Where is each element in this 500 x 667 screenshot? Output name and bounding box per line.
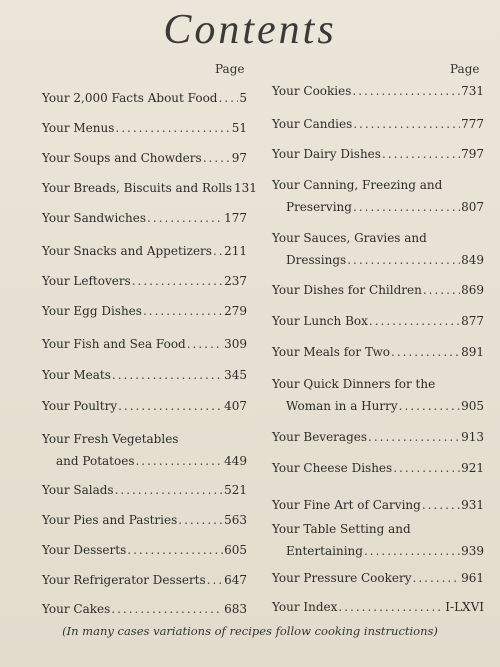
toc-page-number: 309: [224, 337, 247, 351]
toc-entry-label: Your Quick Dinners for the: [272, 377, 436, 391]
toc-page-number: 605: [224, 543, 247, 557]
dot-leader: [338, 596, 444, 618]
left-page-column-heading: Page: [215, 62, 245, 76]
toc-page-number: 869: [461, 283, 484, 297]
dot-leader: [207, 569, 223, 591]
toc-entry: [42, 300, 247, 322]
toc-page-number: 913: [461, 430, 484, 444]
dot-leader: [115, 117, 230, 139]
dot-leader: [422, 494, 460, 516]
dot-leader: [147, 207, 223, 229]
toc-entry: [272, 426, 484, 448]
toc-page-number: 961: [461, 571, 484, 585]
dot-leader: [143, 300, 223, 322]
toc-entry-label: Your Dairy Dishes: [272, 147, 381, 161]
toc-entry: [272, 227, 484, 271]
dot-leader: [364, 540, 460, 562]
dot-leader: [111, 598, 223, 620]
toc-entry-label: Your Canning, Freezing and: [272, 178, 443, 192]
toc-page-number: 407: [224, 399, 247, 413]
dot-leader: [399, 395, 460, 417]
toc-entry: [272, 567, 484, 589]
toc-entry: [42, 395, 247, 417]
toc-page-number: 921: [461, 461, 484, 475]
toc-entry: [42, 177, 257, 199]
toc-page-number: 5: [239, 91, 247, 105]
toc-entry-label: Your Fine Art of Carving: [272, 498, 421, 512]
toc-entry: [42, 240, 247, 262]
toc-entry: [42, 479, 247, 501]
toc-entry: [272, 174, 484, 218]
toc-entry: [42, 539, 247, 561]
toc-entry-label: Your Meals for Two: [272, 345, 391, 359]
toc-entry-label: Your Egg Dishes: [42, 304, 142, 318]
toc-page-number: 51: [231, 121, 247, 135]
toc-entry-label: Your Snacks and Appetizers: [42, 244, 212, 258]
toc-entry-label: Your Cookies: [272, 84, 352, 98]
toc-entry-label: Your Pies and Pastries: [42, 513, 178, 527]
toc-entry: [42, 147, 247, 169]
toc-entry-label: Your Table Setting and: [272, 522, 411, 536]
toc-entry-label: Your Fish and Sea Food: [42, 337, 186, 351]
toc-page-number: 931: [461, 498, 484, 512]
dot-leader: [353, 113, 460, 135]
dot-leader: [353, 196, 460, 218]
toc-entry-label: Your Breads, Biscuits and Rolls: [42, 181, 233, 195]
toc-page-number: 97: [231, 151, 247, 165]
toc-entry-label: Your Sauces, Gravies and: [272, 231, 427, 245]
dot-leader: [391, 341, 460, 363]
toc-entry: [42, 117, 247, 139]
toc-entry: [272, 279, 484, 301]
toc-entry-label: Your Cakes: [42, 602, 111, 616]
toc-page-number: 647: [224, 573, 247, 587]
toc-page-number: 211: [224, 244, 247, 258]
toc-entry-label: Your Soups and Chowders: [42, 151, 202, 165]
dot-leader: [368, 426, 460, 448]
footer-note: (In many cases variations of recipes follow cooking instructions): [62, 624, 438, 638]
toc-entry: [42, 364, 247, 386]
toc-entry: [272, 80, 484, 102]
dot-leader: [393, 457, 460, 479]
dot-leader: [187, 333, 223, 355]
toc-entry: [42, 569, 247, 591]
page-title: Contents: [163, 7, 337, 53]
toc-entry: [272, 494, 484, 516]
toc-entry-label: Your Pressure Cookery: [272, 571, 412, 585]
toc-entry: [272, 113, 484, 135]
dot-leader: [218, 87, 238, 109]
toc-page-number: 905: [461, 399, 484, 413]
right-page-column-heading: Page: [450, 62, 480, 76]
toc-entry-label: Your Lunch Box: [272, 314, 368, 328]
toc-entry-label-continued: Woman in a Hurry: [286, 399, 398, 413]
toc-entry-label-continued: Entertaining: [286, 544, 363, 558]
toc-entry-label-continued: Preserving: [286, 200, 352, 214]
toc-page-number: 807: [461, 200, 484, 214]
dot-leader: [178, 509, 223, 531]
dot-leader: [203, 147, 231, 169]
toc-entry: [272, 341, 484, 363]
toc-page-number: 939: [461, 544, 484, 558]
dot-leader: [369, 310, 460, 332]
toc-entry: [272, 373, 484, 417]
toc-page-number: 279: [224, 304, 247, 318]
toc-entry-label: Your Refrigerator Desserts: [42, 573, 206, 587]
dot-leader: [132, 270, 223, 292]
toc-entry-label: Your Index: [272, 600, 338, 614]
toc-page-number: 683: [224, 602, 247, 616]
toc-page-number: 177: [224, 211, 247, 225]
toc-page-number: 131: [234, 181, 257, 195]
toc-entry-label-continued: and Potatoes: [56, 454, 135, 468]
toc-page-number: 563: [224, 513, 247, 527]
toc-page-number: 449: [224, 454, 247, 468]
dot-leader: [382, 143, 460, 165]
toc-entry: [272, 457, 484, 479]
toc-entry-label: Your Sandwiches: [42, 211, 146, 225]
toc-entry: [42, 87, 247, 109]
dot-leader: [347, 249, 460, 271]
toc-entry: [42, 428, 247, 472]
toc-page-number: 731: [461, 84, 484, 98]
toc-page-number: 797: [461, 147, 484, 161]
toc-entry-label: Your Poultry: [42, 399, 118, 413]
toc-entry-label: Your Leftovers: [42, 274, 131, 288]
toc-entry-label: Your Candies: [272, 117, 353, 131]
toc-entry: [42, 333, 247, 355]
dot-leader: [127, 539, 223, 561]
toc-page-number: 777: [461, 117, 484, 131]
toc-page-number: 891: [461, 345, 484, 359]
toc-page-number: 877: [461, 314, 484, 328]
toc-entry-label-continued: Dressings: [286, 253, 347, 267]
toc-entry: [42, 598, 247, 620]
toc-page-number: 345: [224, 368, 247, 382]
toc-entry-label: Your Menus: [42, 121, 115, 135]
dot-leader: [115, 479, 224, 501]
dot-leader: [423, 279, 460, 301]
toc-entry: [272, 143, 484, 165]
toc-page-number: 849: [461, 253, 484, 267]
dot-leader: [413, 567, 461, 589]
dot-leader: [118, 395, 223, 417]
toc-page-number: 521: [224, 483, 247, 497]
toc-entry-label: Your Desserts: [42, 543, 127, 557]
toc-entry-label: Your Fresh Vegetables: [42, 432, 179, 446]
dot-leader: [135, 450, 223, 472]
toc-entry: [42, 270, 247, 292]
toc-entry-label: Your Beverages: [272, 430, 368, 444]
toc-page-number: 237: [224, 274, 247, 288]
toc-entry: [272, 596, 484, 618]
toc-entry-label: Your Meats: [42, 368, 111, 382]
toc-entry: [272, 518, 484, 562]
dot-leader: [352, 80, 460, 102]
toc-entry: [42, 509, 247, 531]
toc-entry-label: Your Cheese Dishes: [272, 461, 393, 475]
toc-entry: [272, 310, 484, 332]
toc-entry: [42, 207, 247, 229]
toc-entry-label: Your 2,000 Facts About Food: [42, 91, 218, 105]
toc-page-number: I-LXVI: [445, 600, 484, 614]
dot-leader: [213, 240, 223, 262]
toc-entry-label: Your Salads: [42, 483, 114, 497]
toc-entry-label: Your Dishes for Children: [272, 283, 422, 297]
dot-leader: [112, 364, 223, 386]
